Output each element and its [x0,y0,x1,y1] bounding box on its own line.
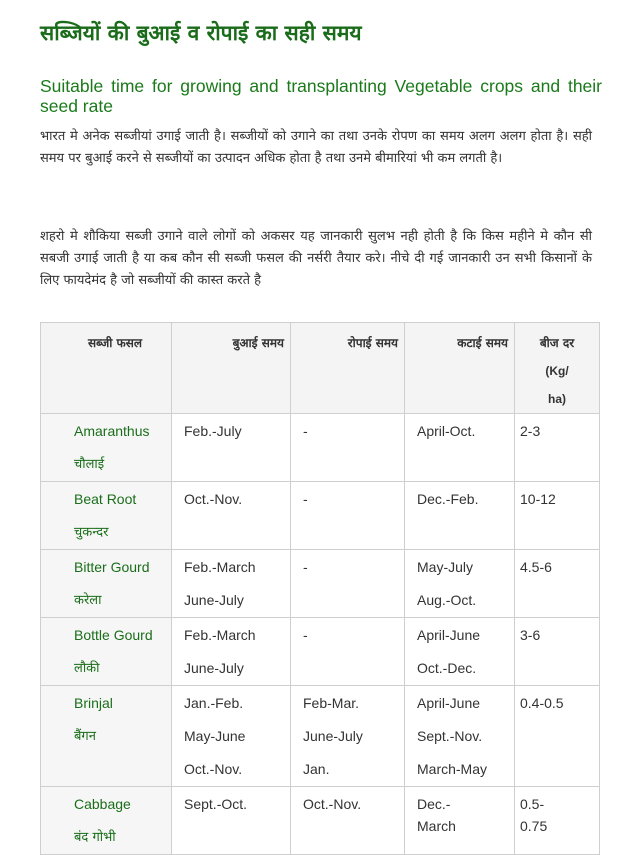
table-row [41,482,600,550]
crop-name-english: Brinjal [74,695,113,711]
seed-rate-value: 10-12 [520,491,556,507]
crop-name-cell [41,787,172,855]
sowing-time-value: June-July [184,660,244,676]
sowing-time-value: Jan.-Feb. [184,695,244,711]
intro-paragraph: भारत मे अनेक सब्जीयां उगाई जाती है। सब्जीयों को उगाने का तथा उनके रोपण का समय अलग अलग होता है। सही समय पर बुआई करने से सब्जीयों का उत्पादन अधिक होता है तथा उनमे बीमारियां भी कम लगती है। [40,129,592,166]
page-title-english: Suitable time for growing and transplanting Vegetable crops and their seed rate [40,76,602,116]
sowing-time-value: May-June [184,728,246,744]
harvest-time-value: April-June [417,627,481,643]
table-row [41,618,600,686]
transplanting-time-value: June-July [303,728,363,744]
header-seed-rate [515,323,600,414]
crop-name-english: Amaranthus [74,423,150,439]
transplanting-time-cell [291,618,405,686]
sowing-time-value: Feb.-March [184,559,256,575]
seed-rate-value: 2-3 [520,423,541,439]
table-row [41,550,600,618]
harvest-time-value: Dec.- [417,796,451,812]
info-paragraph: शहरो मे शौकिया सब्जी उगाने वाले लोगों को अकसर यह जानकारी सुलभ नही होती है कि किस महीने मे कौन सी सबजी उगाई जाती है या कब कौन सी सब्जी फसल की नर्सरी तैयार करे। नीचे दी गई जानकारी उन सभी किसानों के लिए फायदेमंद है जो सब्जीयों की कास्त करते है [40,229,592,288]
harvest-time-cell [405,686,515,787]
header-transplanting: रोपाई समय [291,323,405,414]
table-row [41,414,600,482]
harvest-time-value: Dec.-Feb. [417,491,479,507]
sowing-time-value: Feb.-March [184,627,256,643]
harvest-time-value: Sept.-Nov. [417,728,483,744]
harvest-time-value: March-May [417,761,488,777]
harvest-time-value: March [417,818,456,834]
sowing-time-value: Oct.-Nov. [184,761,243,777]
header-seed-rate-label: बीज दर [539,336,575,350]
header-seed-rate-unit-1: (Kg/ [545,364,569,378]
table-row [41,787,600,855]
crop-name-english: Bottle Gourd [74,627,153,643]
vegetable-crop-table [40,322,600,855]
crop-name-english: Beat Root [74,491,137,507]
harvest-time-value: Aug.-Oct. [417,592,477,608]
crop-name-hindi: लौकी [74,661,100,676]
transplanting-time-value: - [303,627,308,643]
harvest-time-cell [405,550,515,618]
transplanting-time-value: - [303,559,308,575]
crop-name-hindi: बैंगन [74,729,96,744]
crop-name-hindi: बंद गोभी [74,830,116,845]
seed-rate-cell [515,618,600,686]
crop-name-hindi: चुकन्दर [74,525,109,540]
crop-name-english: Cabbage [74,796,131,812]
crop-name-english: Bitter Gourd [74,559,150,575]
seed-rate-value: 0.5- [520,796,545,812]
sowing-time-cell [172,482,291,550]
table-header-row [41,323,600,414]
harvest-time-cell [405,787,515,855]
transplanting-time-value: Jan. [303,761,330,777]
sowing-time-cell [172,550,291,618]
seed-rate-value: 0.4-0.5 [520,695,564,711]
transplanting-time-value: - [303,491,308,507]
crop-name-cell [41,482,172,550]
transplanting-time-cell [291,550,405,618]
seed-rate-cell [515,686,600,787]
seed-rate-cell [515,414,600,482]
sowing-time-value: Sept.-Oct. [184,796,248,812]
crop-name-cell [41,414,172,482]
crop-name-cell [41,550,172,618]
transplanting-time-cell [291,787,405,855]
header-harvest: कटाई समय [405,323,515,414]
sowing-time-value: June-July [184,592,244,608]
crop-name-cell [41,618,172,686]
crop-name-hindi: करेला [74,593,102,608]
table-row [41,686,600,787]
sowing-time-cell [172,787,291,855]
page-title-hindi: सब्जियों की बुआई व रोपाई का सही समय [40,21,362,45]
sowing-time-cell [172,618,291,686]
seed-rate-cell [515,787,600,855]
harvest-time-value: April-Oct. [417,423,476,439]
transplanting-time-cell [291,414,405,482]
harvest-time-value: May-July [417,559,474,575]
harvest-time-cell [405,414,515,482]
seed-rate-value: 4.5-6 [520,559,552,575]
crop-name-cell [41,686,172,787]
harvest-time-value: Oct.-Dec. [417,660,477,676]
seed-rate-cell [515,550,600,618]
harvest-time-value: April-June [417,695,481,711]
crop-name-hindi: चौलाई [74,457,105,472]
harvest-time-cell [405,618,515,686]
seed-rate-value: 3-6 [520,627,541,643]
sowing-time-value: Oct.-Nov. [184,491,243,507]
transplanting-time-cell [291,482,405,550]
transplanting-time-value: Feb-Mar. [303,695,360,711]
header-seed-rate-unit-2: ha) [548,392,566,406]
header-crop: सब्जी फसल [41,323,172,414]
sowing-time-value: Feb.-July [184,423,242,439]
transplanting-time-value: Oct.-Nov. [303,796,362,812]
sowing-time-cell [172,414,291,482]
transplanting-time-value: - [303,423,308,439]
transplanting-time-cell [291,686,405,787]
sowing-time-cell [172,686,291,787]
harvest-time-cell [405,482,515,550]
seed-rate-cell [515,482,600,550]
seed-rate-value: 0.75 [520,818,548,834]
header-sowing: बुआई समय [172,323,291,414]
